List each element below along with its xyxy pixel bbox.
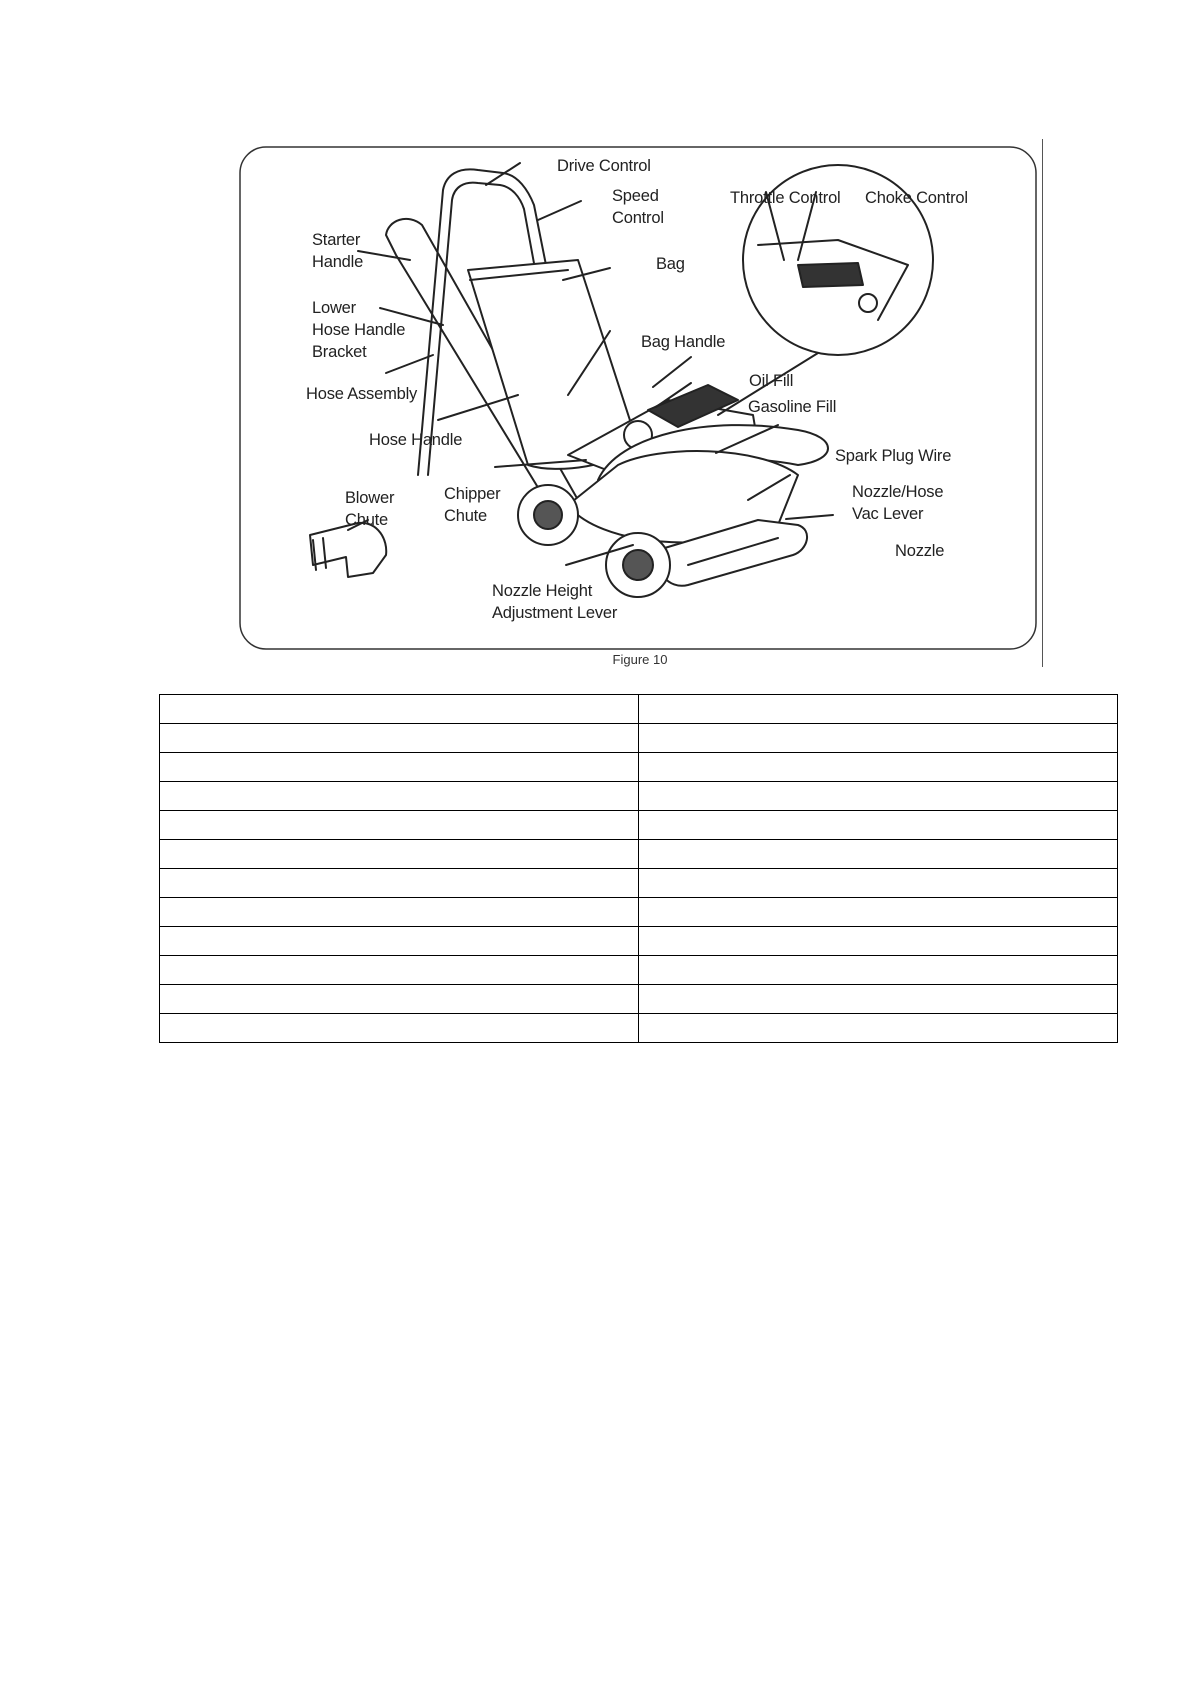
callout-drive-control: Drive Control: [557, 157, 651, 175]
table-cell: [639, 956, 1118, 985]
table-row: [160, 811, 1118, 840]
callout-starter-handle: Starter Handle: [312, 231, 364, 271]
figure-10: [238, 145, 1038, 650]
table-cell: [160, 956, 639, 985]
table-cell: [160, 985, 639, 1014]
table-row: [160, 1014, 1118, 1043]
table-cell: [160, 898, 639, 927]
vertical-rule: [1042, 139, 1043, 667]
table-row: [160, 898, 1118, 927]
callout-nozzle-height-adjustment-lever: Nozzle Height Adjustment Lever: [492, 582, 618, 622]
callout-blower-chute: Blower Chute: [345, 489, 395, 529]
table-cell: [160, 753, 639, 782]
table-row: [160, 782, 1118, 811]
callout-lower-hose-handle-bracket: Lower Hose Handle Bracket: [312, 299, 406, 361]
callout-gasoline-fill: Gasoline Fill: [748, 398, 837, 416]
callout-oil-fill: Oil Fill: [749, 372, 794, 390]
table-cell: [639, 724, 1118, 753]
table-cell: [160, 695, 639, 724]
table-cell: [639, 695, 1118, 724]
table-row: [160, 956, 1118, 985]
table-row: [160, 840, 1118, 869]
table-row: [160, 985, 1118, 1014]
table-cell: [639, 782, 1118, 811]
table-cell: [639, 753, 1118, 782]
callout-nozzle-hose-vac-lever: Nozzle/Hose Vac Lever: [852, 483, 944, 523]
figure-caption: Figure 10: [612, 652, 668, 667]
callout-choke-control: Choke Control: [865, 189, 968, 207]
table-cell: [160, 724, 639, 753]
table-cell: [160, 927, 639, 956]
table-cell: [639, 869, 1118, 898]
table-row: [160, 724, 1118, 753]
callout-spark-plug-wire: Spark Plug Wire: [835, 447, 952, 465]
table-cell: [160, 869, 639, 898]
callout-bag: Bag: [656, 255, 685, 273]
callout-bag-handle: Bag Handle: [641, 333, 726, 351]
table-cell: [160, 811, 639, 840]
callout-hose-handle: Hose Handle: [369, 431, 463, 449]
callout-nozzle: Nozzle: [895, 542, 945, 560]
table-cell: [639, 927, 1118, 956]
table-row: [160, 869, 1118, 898]
table-row: [160, 927, 1118, 956]
callout-speed-control: Speed Control: [612, 187, 664, 227]
table-cell: [639, 840, 1118, 869]
table-cell: [639, 898, 1118, 927]
table-cell: [160, 782, 639, 811]
callout-hose-assembly: Hose Assembly: [306, 385, 418, 403]
table-cell: [639, 1014, 1118, 1043]
table-row: [160, 753, 1118, 782]
callout-chipper-chute: Chipper Chute: [444, 485, 501, 525]
table-row: [160, 695, 1118, 724]
table-cell: [160, 1014, 639, 1043]
table-cell: [639, 811, 1118, 840]
table-cell: [160, 840, 639, 869]
table-cell: [639, 985, 1118, 1014]
parts-table: [159, 694, 1118, 1043]
callout-throttle-control: Throttle Control: [730, 189, 841, 207]
